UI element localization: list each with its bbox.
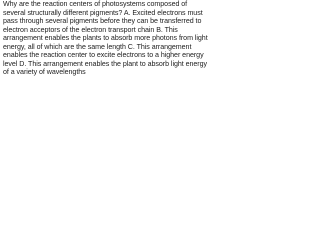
- question-text: Why are the reaction centers of photosystems composed of several structurally different pigments? A. Excited electrons must pass through several pigments before they can be transferred to electron acceptors of the electron transport chain B. This arrangement enables the plants to absorb more photons from light energy, all of which are the same length C. This arrangement enables the reaction center to excite electrons to a higher energy level D. This arrangement enables the plant to absorb light energy of a variety of wavelengths: [3, 0, 208, 77]
- question-card: [0, 0, 213, 88]
